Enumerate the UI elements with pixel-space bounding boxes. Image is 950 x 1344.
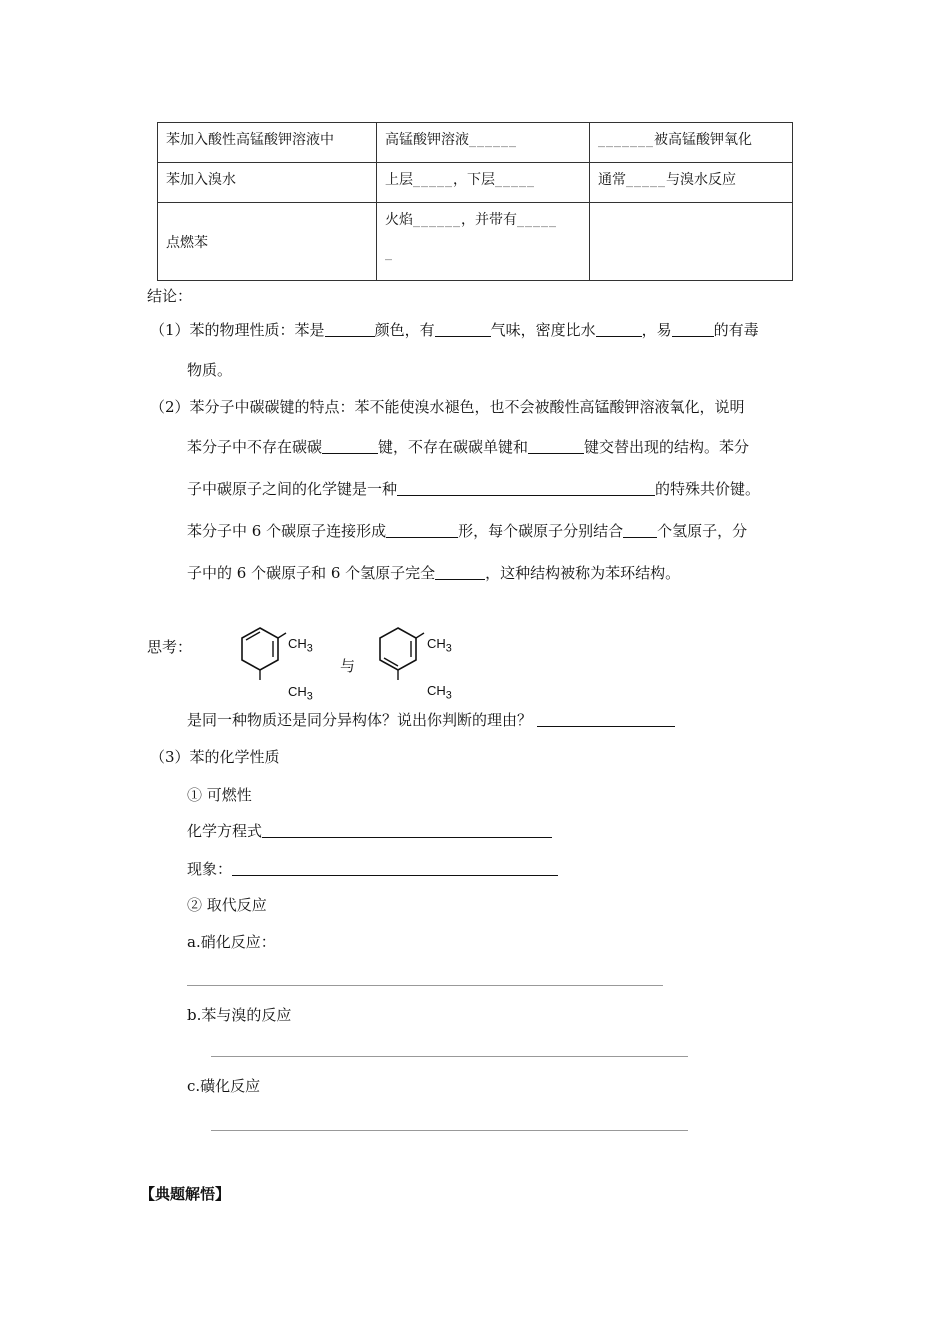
subscript: 3 [306,642,313,655]
sulfonation-label: c.磺化反应 [187,1077,261,1095]
answer-blank[interactable] [435,321,491,337]
answer-line[interactable] [187,985,663,986]
table-cell [158,123,377,163]
table-cell [590,203,793,281]
text: 是同一种物质还是同分异构体？说出你判断的理由？ [187,711,533,729]
text: 苯分子中碳碳键的特点：苯不能使溴水褪色，也不会被酸性高锰酸钾溶液氧化，说明 [189,398,745,416]
answer-blank[interactable] [596,321,642,337]
text: 键，不存在碳碳单键和 [378,438,529,456]
cell-text: 苯加入溴水 [166,172,236,188]
methyl-label [288,636,313,655]
text: CH [427,683,446,698]
text: CH [288,684,307,699]
table-cell [158,163,377,203]
cell-text: 被高锰酸钾氧化 [654,132,752,148]
cell-text: 苯加入酸性高锰酸钾溶液中 [166,132,334,148]
answer-blank[interactable] [232,860,558,876]
text: ，这种结构被称为苯环结构。 [485,564,681,582]
answer-blank[interactable] [325,321,375,337]
blank-dash: ______ [413,212,461,228]
answer-blank[interactable] [386,522,458,538]
answer-line[interactable] [211,1130,688,1131]
text: 的特殊共价键。 [655,480,761,498]
subscript: 3 [306,690,313,703]
table-row [158,163,793,203]
table-cell [590,123,793,163]
table-row [158,203,793,281]
blank-dash: _____ [626,172,666,188]
footer-heading: 【典题解悟】 [140,1185,231,1203]
methyl-label [427,683,452,702]
cell-text: ，并带有 [461,212,517,228]
conjunction-text: 与 [340,657,356,675]
answer-blank[interactable] [623,522,657,538]
text: 苯分子中 6 个碳原子连接形成 [187,522,387,540]
text: 子中碳原子之间的化学键是一种 [187,480,398,498]
text: 颜色，有 [374,321,435,339]
phenomenon-line [187,849,558,889]
answer-blank[interactable] [262,822,552,838]
text: CH [427,636,446,651]
cell-text: ，下层 [453,172,495,188]
equation-line [187,811,552,851]
answer-blank[interactable] [537,711,675,727]
cell-text: 火焰 [385,212,413,228]
conclusion-label: 结论： [147,287,193,305]
blank-dash: _ [385,245,393,261]
answer-blank[interactable] [528,438,584,454]
blank-dash: _____ [495,172,535,188]
bromination-label: b.苯与溴的反应 [187,1006,292,1024]
answer-blank[interactable] [397,480,655,496]
text: 现象： [187,860,233,878]
table-cell [377,203,590,281]
table-cell [377,123,590,163]
table-cell [158,203,377,281]
cell-text: 与溴水反应 [666,172,736,188]
text: 键交替出现的结构。苯分 [584,438,750,456]
subscript: 3 [445,642,452,655]
answer-blank[interactable] [435,564,485,580]
section-2-line-1 [150,387,745,427]
section-number: （1） [150,321,190,339]
section-2-line-2 [187,427,749,467]
think-label: 思考： [147,638,193,656]
section-3-title [150,737,280,777]
blank-dash: _____ [517,212,557,228]
section-1-line-2: 物质。 [187,361,233,379]
blank-dash: ______ [469,132,517,148]
observation-table [157,122,793,281]
table-cell [590,163,793,203]
text: 个氢原子，分 [657,522,748,540]
cell-text: 高锰酸钾溶液 [385,132,469,148]
methyl-label [427,636,452,655]
text: 苯的物理性质：苯是 [189,321,325,339]
think-question [187,700,675,740]
section-2-line-4 [187,511,747,551]
section-number: （2） [150,398,190,416]
text: 气味，密度比水 [490,321,596,339]
text: CH [288,636,307,651]
section-2-line-5 [187,553,680,593]
section-2-line-3 [187,469,760,509]
substitution-heading: ② 取代反应 [187,896,267,914]
text: ，易 [641,321,672,339]
subscript: 3 [445,689,452,702]
combustibility-heading: ① 可燃性 [187,786,252,804]
blank-dash: _____ [413,172,453,188]
section-1-line-1 [150,310,759,350]
text: 的有毒 [713,321,759,339]
answer-line[interactable] [211,1056,688,1057]
section-number: （3） [150,748,190,766]
text: 化学方程式 [187,822,263,840]
text: 苯的化学性质 [189,748,280,766]
cell-text: 点燃苯 [166,234,208,251]
table-cell [377,163,590,203]
text: 形，每个碳原子分别结合 [458,522,624,540]
nitration-label: a.硝化反应： [187,933,276,951]
cell-text: 上层 [385,172,413,188]
cell-text: 通常 [598,172,626,188]
blank-dash: _______ [598,132,654,148]
table-row [158,123,793,163]
text: 子中的 6 个碳原子和 6 个氢原子完全 [187,564,436,582]
answer-blank[interactable] [672,321,714,337]
answer-blank[interactable] [322,438,378,454]
text: 苯分子中不存在碳碳 [187,438,323,456]
